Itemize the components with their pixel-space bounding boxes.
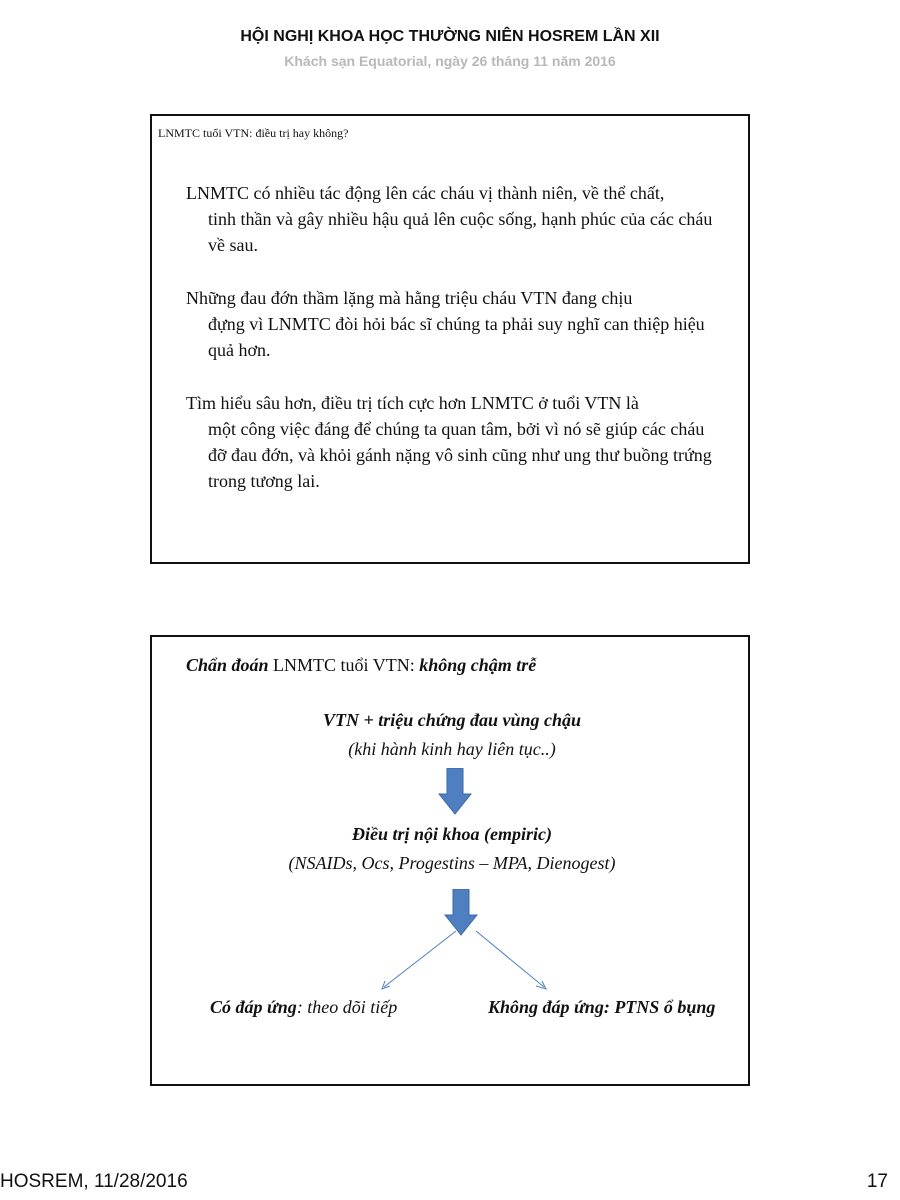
- response-yes: [210, 997, 397, 1018]
- step-2-main: Điều trị nội khoa (empiric): [351, 824, 552, 844]
- step-1-sub: (khi hành kinh hay liên tục..): [348, 739, 556, 759]
- slide-2: [150, 635, 750, 1086]
- response-no: Không đáp ứng: PTNS ổ bụng: [488, 997, 716, 1017]
- slide-1-title: LNMTC tuổi VTN: điều trị hay không?: [158, 126, 349, 140]
- paragraph-first-line: LNMTC có nhiều tác động lên các cháu vị thành niên, về thể chất,: [186, 183, 665, 203]
- step-2-sub: (NSAIDs, Ocs, Progestins – MPA, Dienogest): [288, 853, 616, 873]
- header-subtitle: Khách sạn Equatorial, ngày 26 tháng 11 năm 2016: [284, 53, 616, 69]
- header-title: HỘI NGHỊ KHOA HỌC THƯỜNG NIÊN HOSREM LẦN XII: [240, 28, 660, 45]
- paragraph-continuation: tinh thần và gây nhiều hậu quả lên cuộc sống, hạnh phúc của các cháu về sau.: [208, 209, 713, 255]
- down-arrow-icon: [438, 768, 472, 816]
- slide-1-paragraph-1: [186, 180, 726, 258]
- branch-arrows: [372, 929, 552, 995]
- slide-1-paragraph-2: [186, 285, 726, 363]
- paragraph-continuation: đựng vì LNMTC đòi hỏi bác sĩ chúng ta phải suy nghĩ can thiệp hiệu quả hơn.: [208, 314, 705, 360]
- right-branch-line: [476, 931, 544, 987]
- response-yes-action: : theo dõi tiếp: [296, 997, 398, 1017]
- title-diagnosis: Chẩn đoán: [186, 655, 269, 675]
- response-yes-label: Có đáp ứng: [210, 997, 297, 1017]
- slide-1: [150, 114, 750, 564]
- paragraph-first-line: Những đau đớn thầm lặng mà hằng triệu cháu VTN đang chịu: [186, 288, 633, 308]
- step-1-main: VTN + triệu chứng đau vùng chậu: [322, 710, 582, 730]
- title-middle: LNMTC tuổi VTN:: [268, 655, 420, 675]
- footer-date: HOSREM, 11/28/2016: [0, 1171, 188, 1192]
- left-branch-line: [384, 931, 456, 987]
- paragraph-continuation: một công việc đáng để chúng ta quan tâm, bởi vì nó sẽ giúp các cháu đỡ đau đớn, và khỏi gánh nặng vô sinh cũng như ung thư buồng trứng trong tương lai.: [208, 419, 712, 491]
- paragraph-first-line: Tìm hiểu sâu hơn, điều trị tích cực hơn LNMTC ở tuổi VTN là: [186, 393, 639, 413]
- title-no-delay: không chậm trễ: [419, 655, 537, 675]
- slide-1-paragraph-3: [186, 390, 726, 494]
- slide-2-title: [186, 655, 536, 676]
- page-number: 17: [866, 1171, 888, 1192]
